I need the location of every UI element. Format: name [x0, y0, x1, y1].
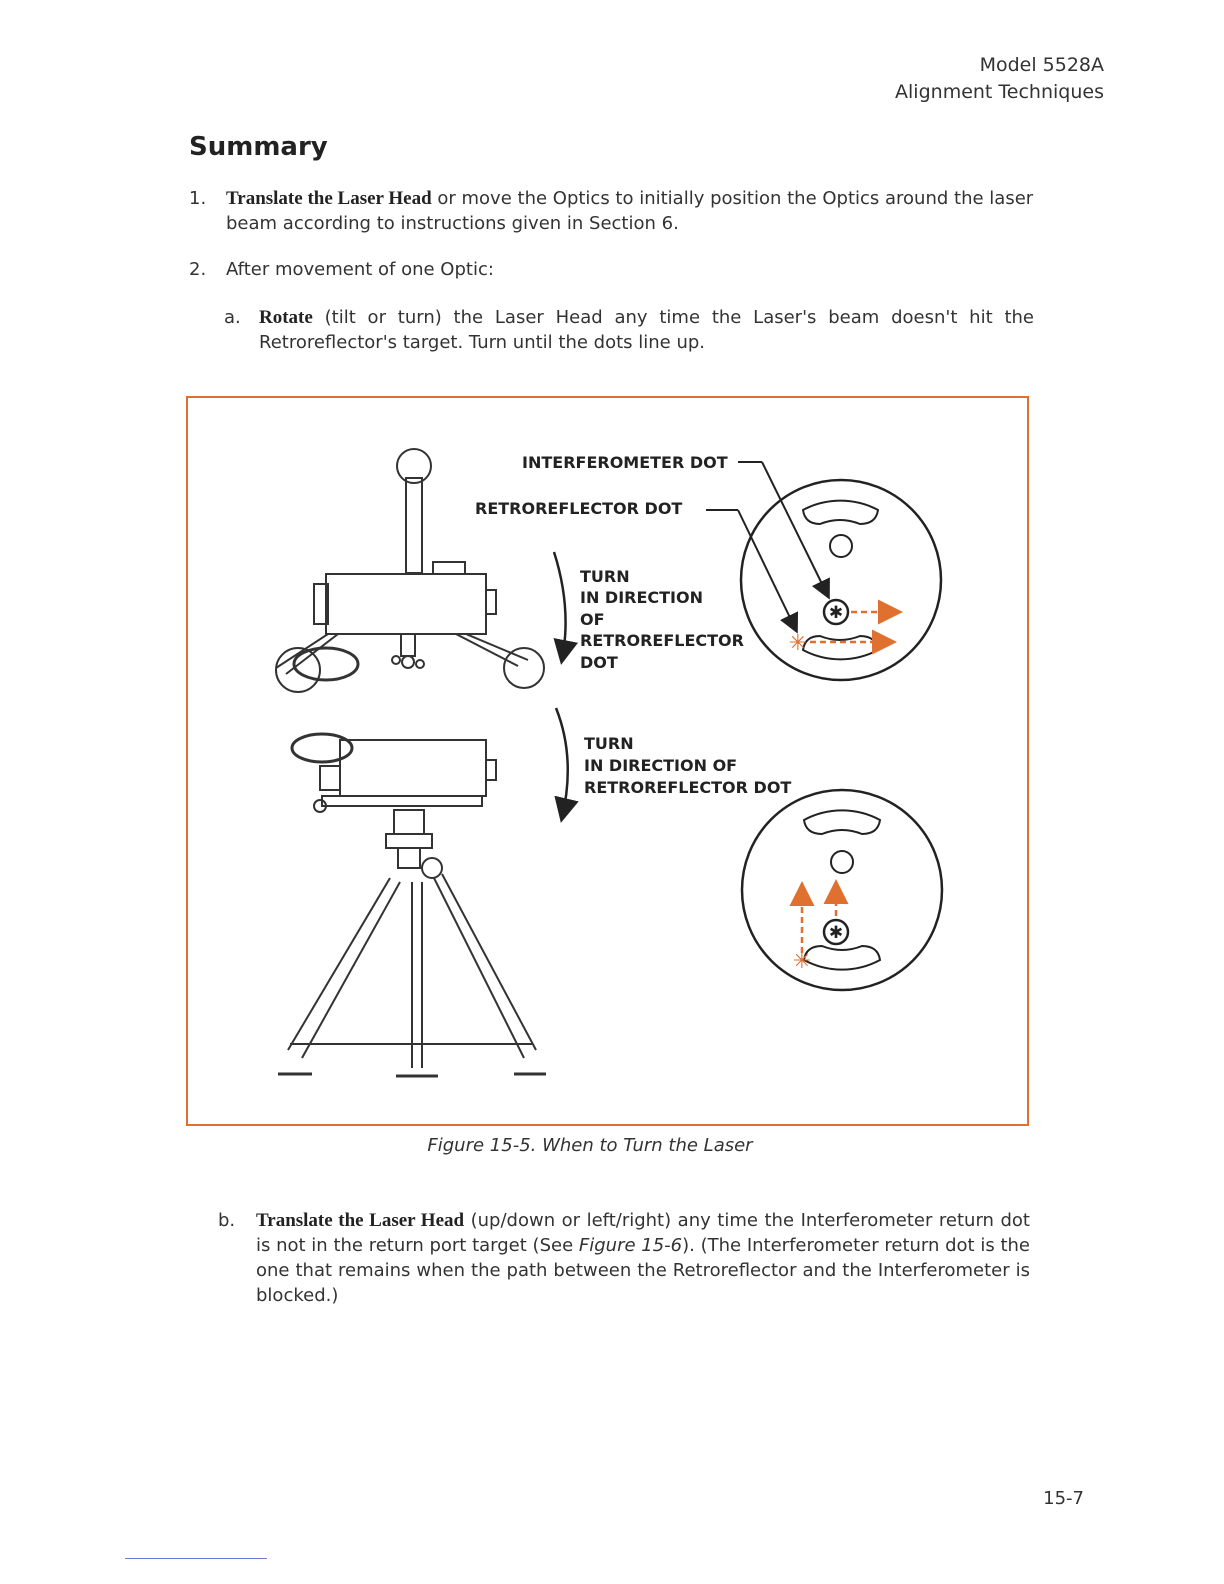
turn1-line-3: OF [580, 610, 605, 629]
turn1-line-2: IN DIRECTION [580, 588, 703, 607]
step-2b-text-before: (up/down or left/right) any time the Interferometer return dot is not in the return port target (See [256, 1210, 1030, 1256]
laser-head-lower-drawing [278, 734, 546, 1076]
step-2a-body [259, 305, 1034, 355]
turn2-line-1: TURN [584, 734, 634, 753]
turn2-line-2: IN DIRECTION OF [584, 756, 738, 775]
step-1-number: 1. [189, 188, 207, 209]
page-number: 15-7 [1043, 1488, 1084, 1509]
step-2b-letter: b. [218, 1210, 236, 1231]
turn1-line-5: DOT [580, 653, 618, 672]
step-2 [189, 257, 1034, 282]
figure-caption: Figure 15-5. When to Turn the Laser [427, 1135, 753, 1156]
svg-text:✱: ✱ [828, 603, 844, 623]
step-2a-text: (tilt or turn) the Laser Head any time the Laser's beam doesn't hit the Retroreflector's target. Turn until the dots line up. [259, 307, 1034, 353]
step-2b-figure-ref[interactable]: Figure 15-6 [578, 1235, 683, 1256]
figure-illustration [188, 398, 1031, 1128]
step-2b-text-after: ). (The Interferometer return dot is the one that remains when the path between the Retroreflector and the Interferometer is blocked.) [256, 1235, 1030, 1306]
label-interferometer-dot: INTERFEROMETER DOT [522, 453, 728, 472]
step-2-number: 2. [189, 259, 207, 280]
running-header [895, 52, 1104, 106]
svg-text:✳: ✳ [788, 631, 808, 656]
step-1-body [226, 186, 1034, 236]
target-lower [742, 790, 942, 990]
step-2b-body [256, 1208, 1030, 1308]
svg-text:✳: ✳ [792, 949, 812, 974]
turn1-line-4: RETROREFLECTOR [580, 631, 744, 650]
laser-head-upper-drawing [276, 449, 544, 692]
step-2b-bold: Translate the Laser Head [256, 1210, 465, 1231]
step-2-text: After movement of one Optic: [226, 259, 494, 280]
header-section: Alignment Techniques [895, 81, 1104, 103]
turn2-line-3: RETROREFLECTOR DOT [584, 778, 792, 797]
svg-text:✱: ✱ [828, 923, 844, 943]
step-1-text: or move the Optics to initially position the Optics around the laser beam according to instructions given in Section 6. [226, 188, 1034, 234]
step-2b [218, 1208, 1030, 1308]
step-1 [189, 186, 1034, 236]
section-title: Summary [189, 132, 328, 162]
figure-15-5 [186, 396, 1029, 1126]
step-1-bold: Translate the Laser Head [226, 188, 432, 209]
turn1-line-1: TURN [580, 567, 630, 586]
step-2a-bold: Rotate [259, 307, 313, 328]
turn-arrow-upper [554, 552, 566, 660]
header-model: Model 5528A [979, 54, 1104, 76]
step-2a-letter: a. [224, 307, 241, 328]
turn-arrow-lower [556, 708, 568, 818]
label-retroreflector-dot: RETROREFLECTOR DOT [475, 499, 683, 518]
step-2a [224, 305, 1034, 355]
footer-rule [125, 1558, 267, 1559]
